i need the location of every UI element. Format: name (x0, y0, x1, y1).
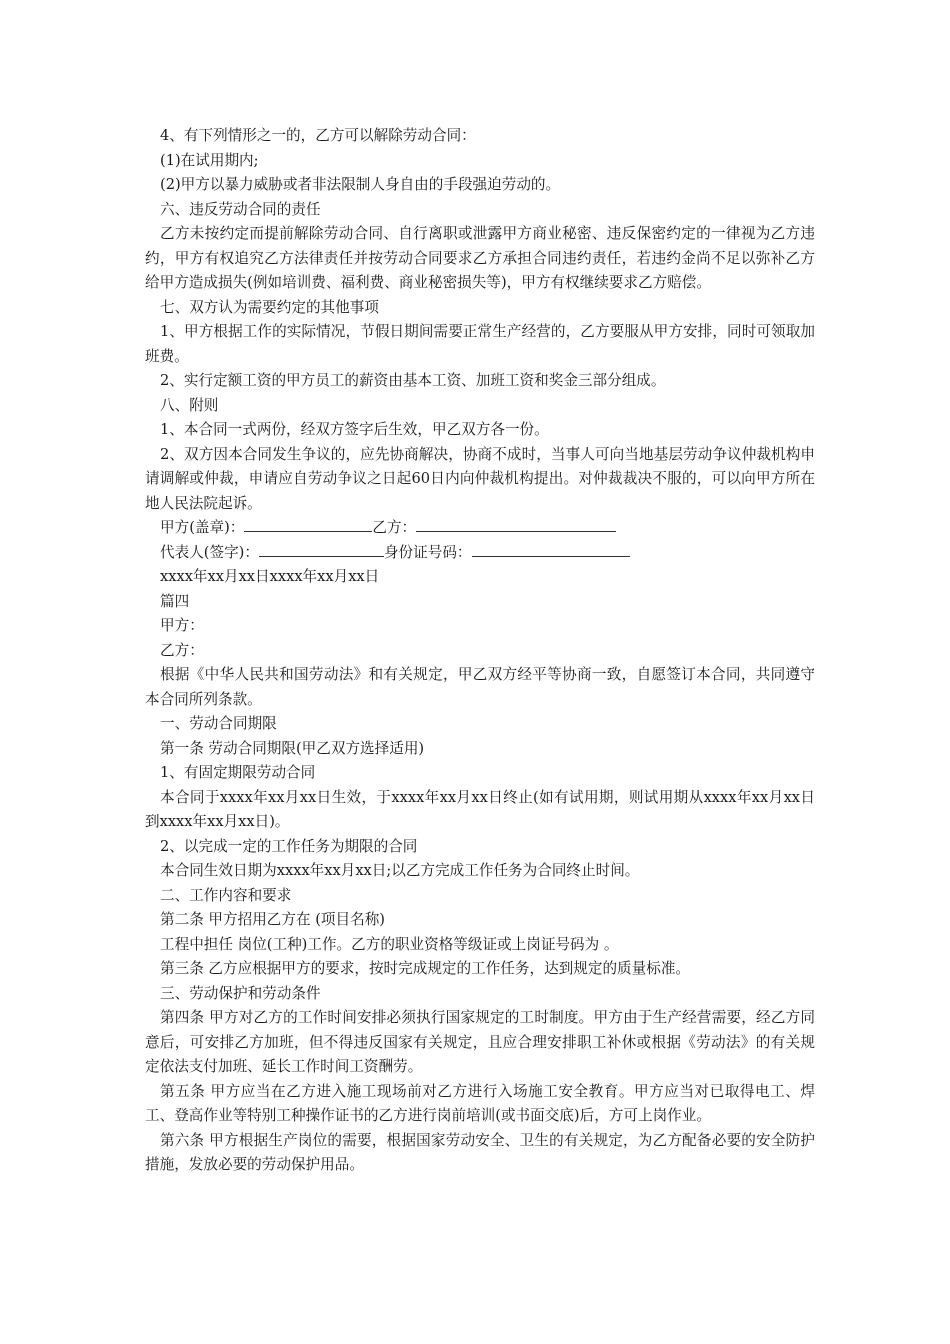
party-a-line: 甲方： (160, 617, 204, 634)
signature-date: xxxx年xx月xx日xxxx年xx月xx日 (160, 568, 380, 585)
paragraph: 1、有固定期限劳动合同 (160, 764, 316, 781)
rep-signature-blank (259, 541, 384, 557)
section-heading: 二、工作内容和要求 (160, 886, 292, 904)
party-a-signature-blank (244, 516, 372, 532)
id-number-label: 身份证号码： (383, 543, 472, 561)
article: 第六条 甲方根据生产岗位的需要，根据国家劳动安全、卫生的有关规定，为乙方配备必要的安全防护措施，发放必要的劳动保护用品。 (145, 1131, 815, 1173)
paragraph: 1、甲方根据工作的实际情况，节假日期间需要正常生产经营的，乙方要服从甲方安排，同时可领取加班费。 (145, 323, 815, 365)
section-heading: 七、双方认为需要约定的其他事项 (160, 298, 379, 316)
paragraph: 2、双方因本合同发生争议的，应先协商解决，协商不成时，当事人可向当地基层劳动争议仲裁机构申请调解或仲裁，申请应自劳动争议之日起60日内向仲裁机构提出。对仲裁裁决不服的，可以向甲方所在地人民法院起诉。 (145, 445, 815, 512)
section-termination (145, 124, 815, 516)
signature-row-parties (145, 516, 815, 541)
party-b-signature-blank (416, 516, 616, 532)
section-chapter-four (145, 590, 815, 1178)
paragraph: 根据《中华人民共和国劳动法》和有关规定，甲乙双方经平等协商一致，自愿签订本合同，共同遵守本合同所列条款。 (145, 666, 815, 708)
paragraph: 乙方未按约定而提前解除劳动合同、自行离职或泄露甲方商业秘密、违反保密约定的一律视为乙方违约，甲方有权追究乙方法律责任并按劳动合同要求乙方承担合同违约责任，若违约金尚不足以弥补乙方给甲方造成损失(例如培训费、福利费、商业秘密损失等)，甲方有权继续要求乙方赔偿。 (145, 225, 815, 291)
section-heading: 三、劳动保护和劳动条件 (160, 984, 321, 1002)
paragraph: 1、本合同一式两份，经双方签字后生效，甲乙双方各一份。 (160, 421, 549, 438)
paragraph: (2)甲方以暴力威胁或者非法限制人身自由的手段强迫劳动的。 (160, 176, 561, 193)
section-heading: 八、附则 (160, 396, 219, 414)
paragraph: 工程中担任 岗位(工种)工作。乙方的职业资格等级证或上岗证号码为 。 (160, 935, 619, 953)
party-b-line: 乙方： (160, 641, 204, 659)
article: 第三条 乙方应根据甲方的要求，按时完成规定的工作任务，达到规定的质量标准。 (160, 960, 691, 977)
paragraph: 2、实行定额工资的甲方员工的薪资由基本工资、加班工资和奖金三部分组成。 (160, 372, 666, 389)
chapter-title: 篇四 (160, 592, 190, 610)
party-b-label: 乙方： (372, 519, 417, 536)
id-number-blank (472, 541, 630, 557)
paragraph: 4、有下列情形之一的，乙方可以解除劳动合同： (160, 127, 476, 144)
section-heading: 六、违反劳动合同的责任 (160, 200, 321, 218)
article: 第四条 甲方对乙方的工作时间安排必须执行国家规定的工时制度。甲方由于生产经营需要，经乙方同意后，可安排乙方加班，但不得违反国家有关规定，且应合理安排职工补休或根据《劳动法》的有关规定依法支付加班、延长工作时间工资酬劳。 (145, 1009, 815, 1075)
article: 第五条 甲方应当在乙方进入施工现场前对乙方进行入场施工安全教育。甲方应当对已取得电工、焊工、登高作业等特别工种操作证书的乙方进行岗前培训(或书面交底)后，方可上岗作业。 (145, 1082, 815, 1124)
party-a-label: 甲方(盖章)： (160, 519, 245, 536)
article: 第一条 劳动合同期限(甲乙双方选择适用) (160, 739, 425, 757)
paragraph: (1)在试用期内; (160, 151, 259, 169)
document-page (145, 124, 815, 1178)
paragraph: 本合同于xxxx年xx月xx日生效，于xxxx年xx月xx日终止(如有试用期，则试用期从xxxx年xx月xx日到xxxx年xx月xx日)。 (145, 788, 815, 830)
section-heading: 一、劳动合同期限 (160, 715, 277, 732)
paragraph: 本合同生效日期为xxxx年xx月xx日;以乙方完成工作任务为合同终止时间。 (160, 862, 640, 879)
paragraph: 2、以完成一定的工作任务为期限的合同 (160, 837, 418, 855)
signature-block (145, 516, 815, 590)
signature-row-rep (145, 541, 815, 566)
article: 第二条 甲方招用乙方在 (项目名称) (160, 911, 385, 928)
rep-label: 代表人(签字)： (160, 543, 259, 561)
